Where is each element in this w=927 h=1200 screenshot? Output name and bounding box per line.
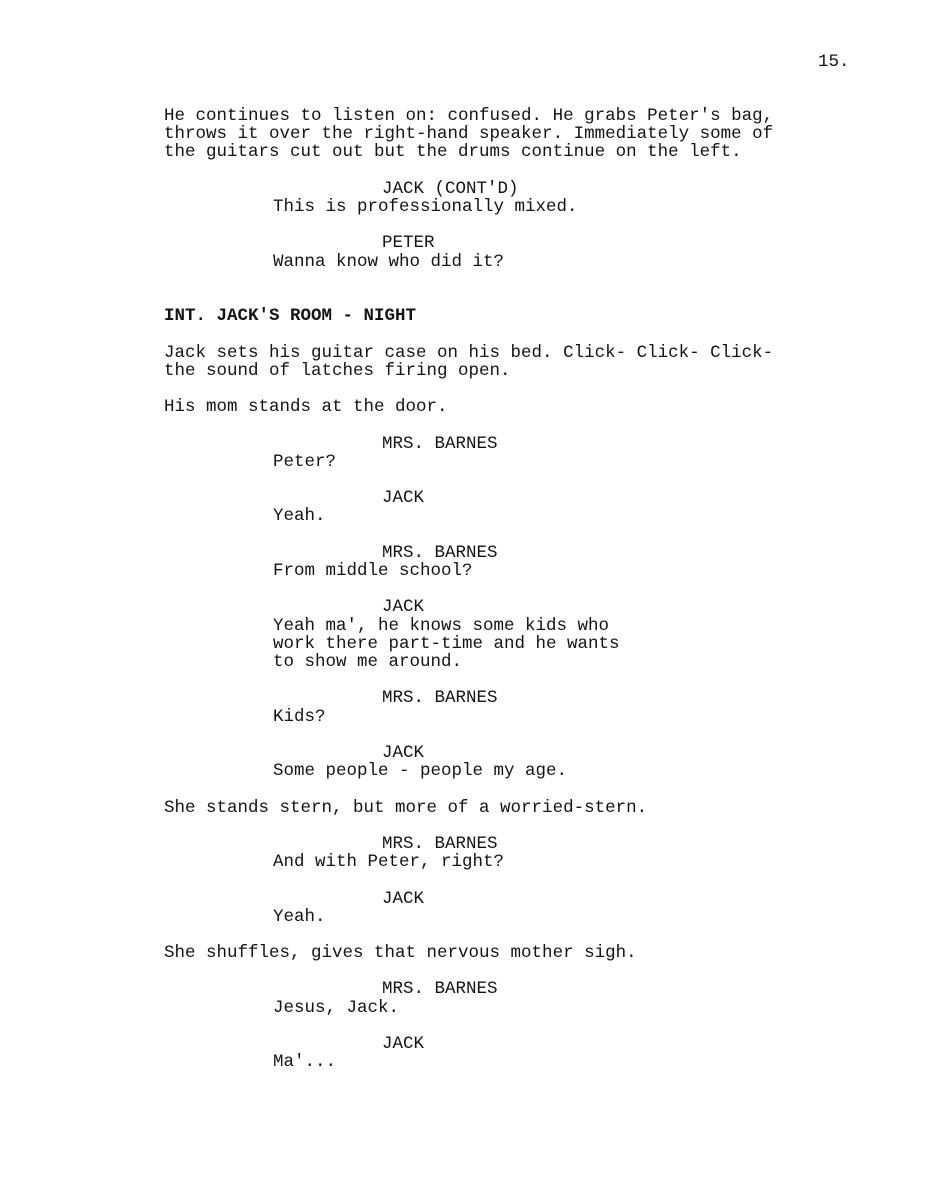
character-name: PETER: [382, 233, 435, 254]
dialogue-block: [164, 890, 864, 926]
action-line: His mom stands at the door.: [164, 397, 448, 418]
script-body: [164, 107, 864, 1090]
character-name: JACK: [382, 1034, 425, 1055]
action-line: She shuffles, gives that nervous mother sigh.: [164, 943, 637, 964]
dialogue-block: [164, 1035, 864, 1071]
dialogue-block: [164, 835, 864, 871]
dialogue-line: Jesus, Jack.: [273, 997, 400, 1018]
scene-break-spacer: [164, 289, 864, 307]
dialogue-block: [164, 234, 864, 270]
dialogue-line: Yeah.: [273, 506, 326, 527]
scene-heading: INT. JACK'S ROOM - NIGHT: [164, 306, 417, 327]
page-number: 15.: [818, 52, 850, 72]
dialogue-block: [164, 435, 864, 471]
character-name: MRS. BARNES: [382, 979, 498, 1000]
character-name: JACK: [382, 888, 425, 909]
dialogue-line: And with Peter, right?: [273, 852, 505, 873]
character-name: JACK: [382, 742, 425, 763]
dialogue-block: [164, 980, 864, 1016]
dialogue-line: Kids?: [273, 706, 326, 727]
action-line: She stands stern, but more of a worried-stern.: [164, 797, 648, 818]
character-name: JACK: [382, 488, 425, 509]
dialogue-block: [164, 689, 864, 725]
character-name: MRS. BARNES: [382, 688, 498, 709]
character-name: MRS. BARNES: [382, 833, 498, 854]
dialogue-line: From middle school?: [273, 560, 473, 581]
dialogue-line: Yeah.: [273, 906, 326, 927]
dialogue-line: Peter?: [273, 451, 337, 472]
dialogue-block: [164, 180, 864, 216]
dialogue-line: Yeah ma', he knows some kids who work there part-time and he wants to show me around.: [273, 615, 620, 672]
dialogue-block: [164, 544, 864, 580]
dialogue-block: [164, 744, 864, 780]
character-name: JACK: [382, 597, 425, 618]
dialogue-block: [164, 598, 864, 671]
action-line: Jack sets his guitar case on his bed. Click- Click- Click- the sound of latches firing open.: [164, 342, 774, 381]
character-name: MRS. BARNES: [382, 542, 498, 563]
dialogue-line: Some people - people my age.: [273, 761, 568, 782]
action-line: He continues to listen on: confused. He grabs Peter's bag, throws it over the right-hand speaker. Immediately some of the guitars cut out but the drums continue on the left.: [164, 106, 774, 163]
dialogue-line: Wanna know who did it?: [273, 251, 505, 272]
dialogue-line: Ma'...: [273, 1052, 337, 1073]
dialogue-block: [164, 489, 864, 525]
character-name: MRS. BARNES: [382, 433, 498, 454]
dialogue-line: This is professionally mixed.: [273, 197, 578, 217]
character-name: JACK (CONT'D): [382, 178, 519, 199]
